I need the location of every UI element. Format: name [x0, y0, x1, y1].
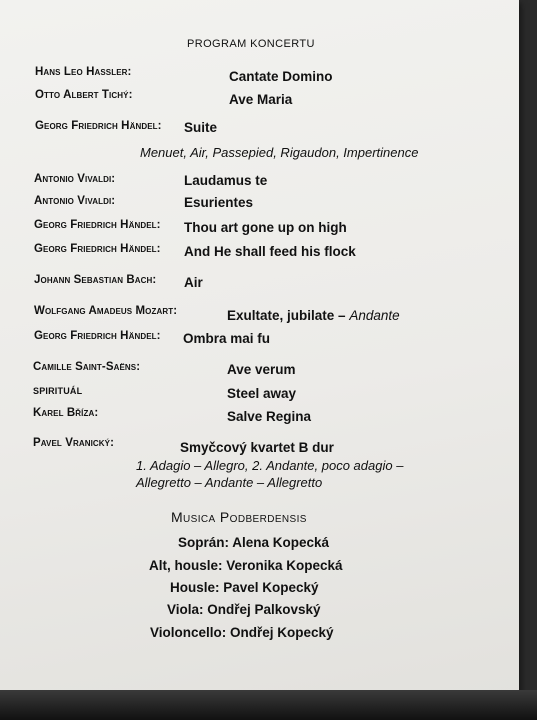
suite-movements: Menuet, Air, Passepied, Rigaudon, Impertinence — [140, 145, 419, 160]
work-title: And He shall feed his flock — [184, 244, 356, 259]
work-title: Salve Regina — [227, 409, 312, 424]
composer-name: Wolfgang Amadeus Mozart: — [34, 305, 178, 317]
work-title: Esurientes — [184, 195, 254, 210]
work-title: Thou art gone up on high — [184, 220, 347, 235]
composer-name: Antonio Vivaldi: — [34, 173, 116, 185]
composer-name: Georg Friedrich Händel: — [35, 120, 162, 132]
quartet-movements: Allegretto – Andante – Allegretto — [136, 475, 323, 490]
ensemble-member: Viola: Ondřej Palkovský — [167, 602, 321, 617]
work-title: Air — [184, 275, 203, 290]
composer-name: Georg Friedrich Händel: — [34, 219, 161, 231]
composer-name: Johann Sebastian Bach: — [34, 274, 157, 286]
work-title — [227, 308, 400, 323]
ensemble-member: Soprán: Alena Kopecká — [178, 535, 330, 550]
work-title: Ave Maria — [229, 92, 293, 107]
ensemble-member: Violoncello: Ondřej Kopecký — [150, 625, 334, 640]
composer-name: Camille Saint-Saëns: — [33, 361, 141, 373]
work-title: Laudamus te — [184, 173, 268, 188]
ensemble-member: Alt, housle: Veronika Kopecká — [149, 558, 343, 573]
work-title: Ave verum — [227, 362, 296, 377]
composer-name: SPIRITUÁL — [33, 386, 83, 396]
composer-name: Otto Albert Tichý: — [35, 89, 133, 101]
composer-name: Georg Friedrich Händel: — [34, 243, 161, 255]
work-title: Suite — [184, 120, 218, 135]
work-title: Steel away — [227, 386, 297, 401]
composer-name: Karel Bříza: — [33, 407, 99, 419]
ensemble-name: Musica Podberdensis — [171, 509, 307, 525]
background-surface — [0, 690, 537, 720]
work-title: Ombra mai fu — [183, 331, 271, 346]
composer-name: Pavel Vranický: — [33, 437, 115, 449]
composer-name: Georg Friedrich Händel: — [34, 330, 161, 342]
composer-name: Antonio Vivaldi: — [34, 195, 116, 207]
work-title: Cantate Domino — [229, 69, 333, 84]
program-title: PROGRAM KONCERTU — [187, 38, 315, 50]
ensemble-member: Housle: Pavel Kopecký — [170, 580, 319, 595]
work-title: Smyčcový kvartet B dur — [180, 440, 334, 455]
composer-name: Hans Leo Hassler: — [35, 66, 132, 78]
quartet-movements: 1. Adagio – Allegro, 2. Andante, poco adagio – — [136, 458, 404, 473]
work-tempo: Andante — [349, 308, 400, 323]
work-title-main: Exultate, jubilate – — [227, 308, 346, 323]
